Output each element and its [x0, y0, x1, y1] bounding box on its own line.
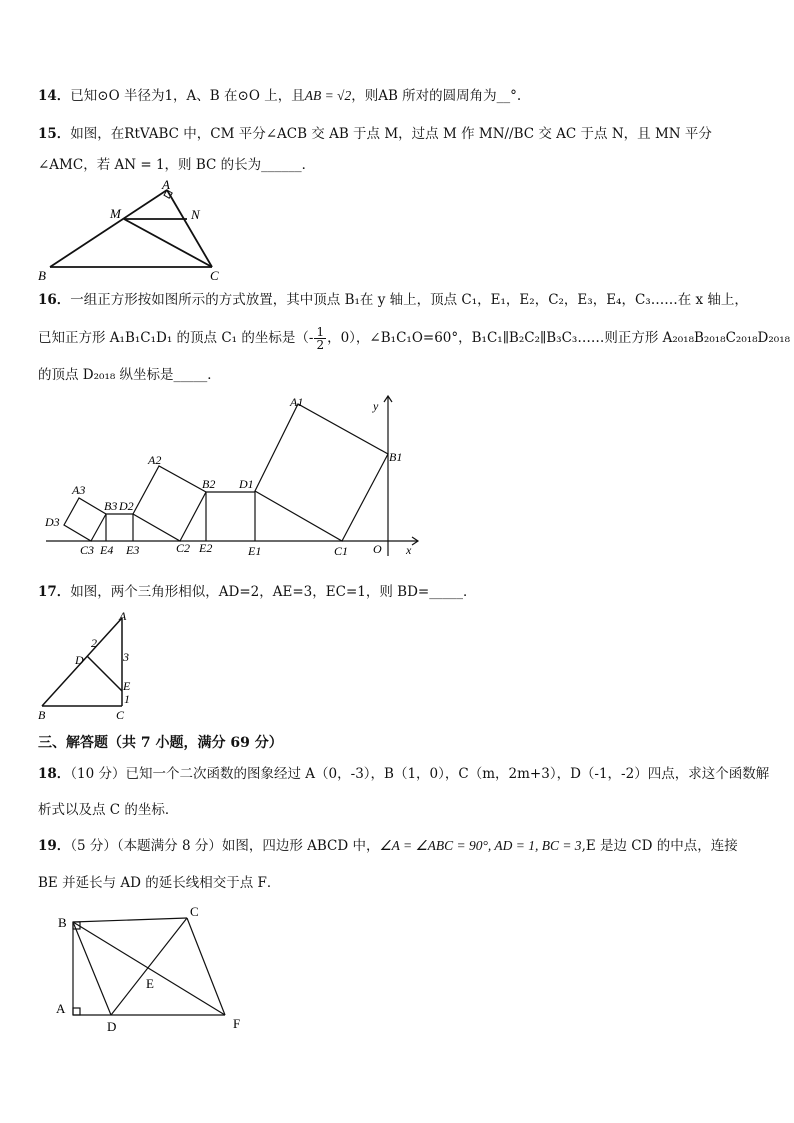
question-text: ，则AB 所对的圆周角为__°. — [351, 88, 522, 104]
math-expression: AB = √2 — [304, 88, 352, 103]
question-16-line3 — [38, 365, 756, 385]
label-origin: O — [373, 542, 382, 556]
segment-cf — [187, 918, 225, 1015]
label-d: D — [107, 1019, 117, 1034]
length-ec: 1 — [124, 692, 130, 706]
figure-q15-triangle — [30, 176, 230, 284]
question-text: ∠AMC，若 AN = 1，则 BC 的长为______． — [38, 157, 316, 173]
label-b2: B2 — [202, 477, 216, 491]
section-heading: 三、解答题（共 7 小题，满分 69 分） — [38, 735, 283, 751]
question-number: 19． — [38, 838, 71, 854]
label-c1: C1 — [334, 544, 349, 558]
question-18-line2 — [38, 800, 756, 820]
label-n: N — [191, 207, 200, 222]
question-text: 如图，在RtVABC 中，CM 平分∠ACB 交 AB 于点 M，过点 M 作 MN//BC 交 AC 于点 N，且 MN 平分 — [70, 126, 712, 142]
question-text: （10 分）已知一个二次函数的图象经过 A（0，-3），B（1，0），C（m，2m+3），D（-1，-2）四点，求这个函数解 — [70, 766, 770, 782]
rect-b2-d1 — [206, 492, 255, 541]
label-e: E — [146, 976, 154, 991]
question-15-line2 — [38, 155, 756, 175]
label-f: F — [233, 1016, 241, 1031]
label-b: B — [58, 915, 67, 930]
question-16-line1 — [38, 290, 756, 310]
label-c: C — [116, 708, 125, 722]
question-number: 16． — [38, 292, 71, 308]
label-a2: A2 — [148, 453, 162, 467]
label-a: A — [119, 609, 127, 623]
length-ad: 2 — [91, 636, 97, 650]
label-a3: A3 — [72, 483, 86, 497]
label-b: B — [38, 268, 46, 283]
label-e3: E3 — [126, 543, 140, 557]
segment-cd — [111, 918, 187, 1015]
fraction: $\frac{1}{2}$ — [316, 325, 325, 352]
question-text: （5 分）（本题满分 8 分）如图，四边形 ABCD 中， — [70, 838, 380, 854]
segment-bc — [73, 918, 187, 922]
label-c3: C3 — [80, 543, 95, 557]
label-b: B — [38, 708, 46, 722]
label-a: A — [56, 1001, 66, 1016]
length-ae: 3 — [123, 650, 129, 664]
label-b3: B3 — [104, 499, 118, 513]
label-c2: C2 — [176, 541, 191, 555]
question-18-line1 — [38, 764, 770, 784]
question-text: 已知⊙O 半径为1，A、B 在⊙O 上，且 — [70, 88, 305, 104]
question-number: 15． — [38, 126, 71, 142]
segment-de — [87, 656, 122, 691]
question-text: BE 并延长与 AD 的延长线相交于点 F． — [38, 875, 281, 891]
figure-q17-triangle — [30, 608, 140, 722]
label-e1: E1 — [248, 544, 262, 558]
label-d3: D3 — [45, 515, 60, 529]
label-c: C — [210, 268, 219, 283]
question-16-line2 — [38, 325, 791, 352]
label-d1: D1 — [239, 477, 254, 491]
segment-bf — [73, 922, 225, 1015]
question-text: 一组正方形按如图所示的方式放置，其中顶点 B₁在 y 轴上，顶点 C₁，E₁，E₂，C₂，E₃，E₄，C₃……在 x 轴上， — [70, 292, 748, 308]
segment-bd — [73, 922, 111, 1015]
question-number: 18． — [38, 766, 71, 782]
segment-ba — [50, 190, 167, 267]
label-e4: E4 — [100, 543, 114, 557]
question-number: 17． — [38, 584, 71, 600]
rect-b3-d2 — [106, 514, 133, 541]
label-m: M — [110, 206, 121, 221]
label-a: A — [162, 177, 170, 192]
square-1 — [255, 404, 388, 541]
label-e: E — [123, 679, 131, 693]
square-2 — [133, 466, 206, 541]
label-a1: A1 — [290, 395, 304, 409]
question-text: 如图，两个三角形相似，AD=2，AE=3，EC=1，则 BD=_____． — [70, 584, 477, 600]
label-d: D — [75, 653, 84, 667]
label-d2: D2 — [119, 499, 134, 513]
question-text: ,E 是边 CD 的中点，连接 — [581, 838, 738, 854]
question-text: 析式以及点 C 的坐标． — [38, 802, 179, 818]
label-e2: E2 — [199, 541, 213, 555]
question-19-line1 — [38, 836, 756, 856]
figure-q19-quadrilateral — [50, 900, 260, 1040]
label-x-axis: x — [406, 543, 412, 557]
question-number: 14． — [38, 88, 71, 104]
label-c: C — [190, 904, 199, 919]
question-text: 的顶点 D₂₀₁₈ 纵坐标是_____． — [38, 367, 221, 383]
label-y-axis: y — [373, 399, 379, 413]
label-b1: B1 — [389, 450, 403, 464]
question-19-line2 — [38, 873, 756, 893]
figure-q16-squares — [40, 392, 426, 562]
question-14 — [38, 86, 756, 106]
square-3 — [64, 498, 106, 541]
question-17 — [38, 582, 756, 602]
math-expression: ∠A = ∠ABC = 90°, AD = 1, BC = 3 — [379, 838, 582, 853]
question-text: 已知正方形 A₁B₁C₁D₁ 的顶点 C₁ 的坐标是（- — [38, 330, 314, 346]
right-angle-mark-a — [73, 1008, 80, 1015]
question-text: ，0），∠B₁C₁O=60°，B₁C₁∥B₂C₂∥B₃C₃……则正方形 A₂₀₁₈B₂₀₁₈C₂₀₁₈D₂₀₁₈ — [327, 330, 791, 346]
question-15-line1 — [38, 124, 756, 144]
